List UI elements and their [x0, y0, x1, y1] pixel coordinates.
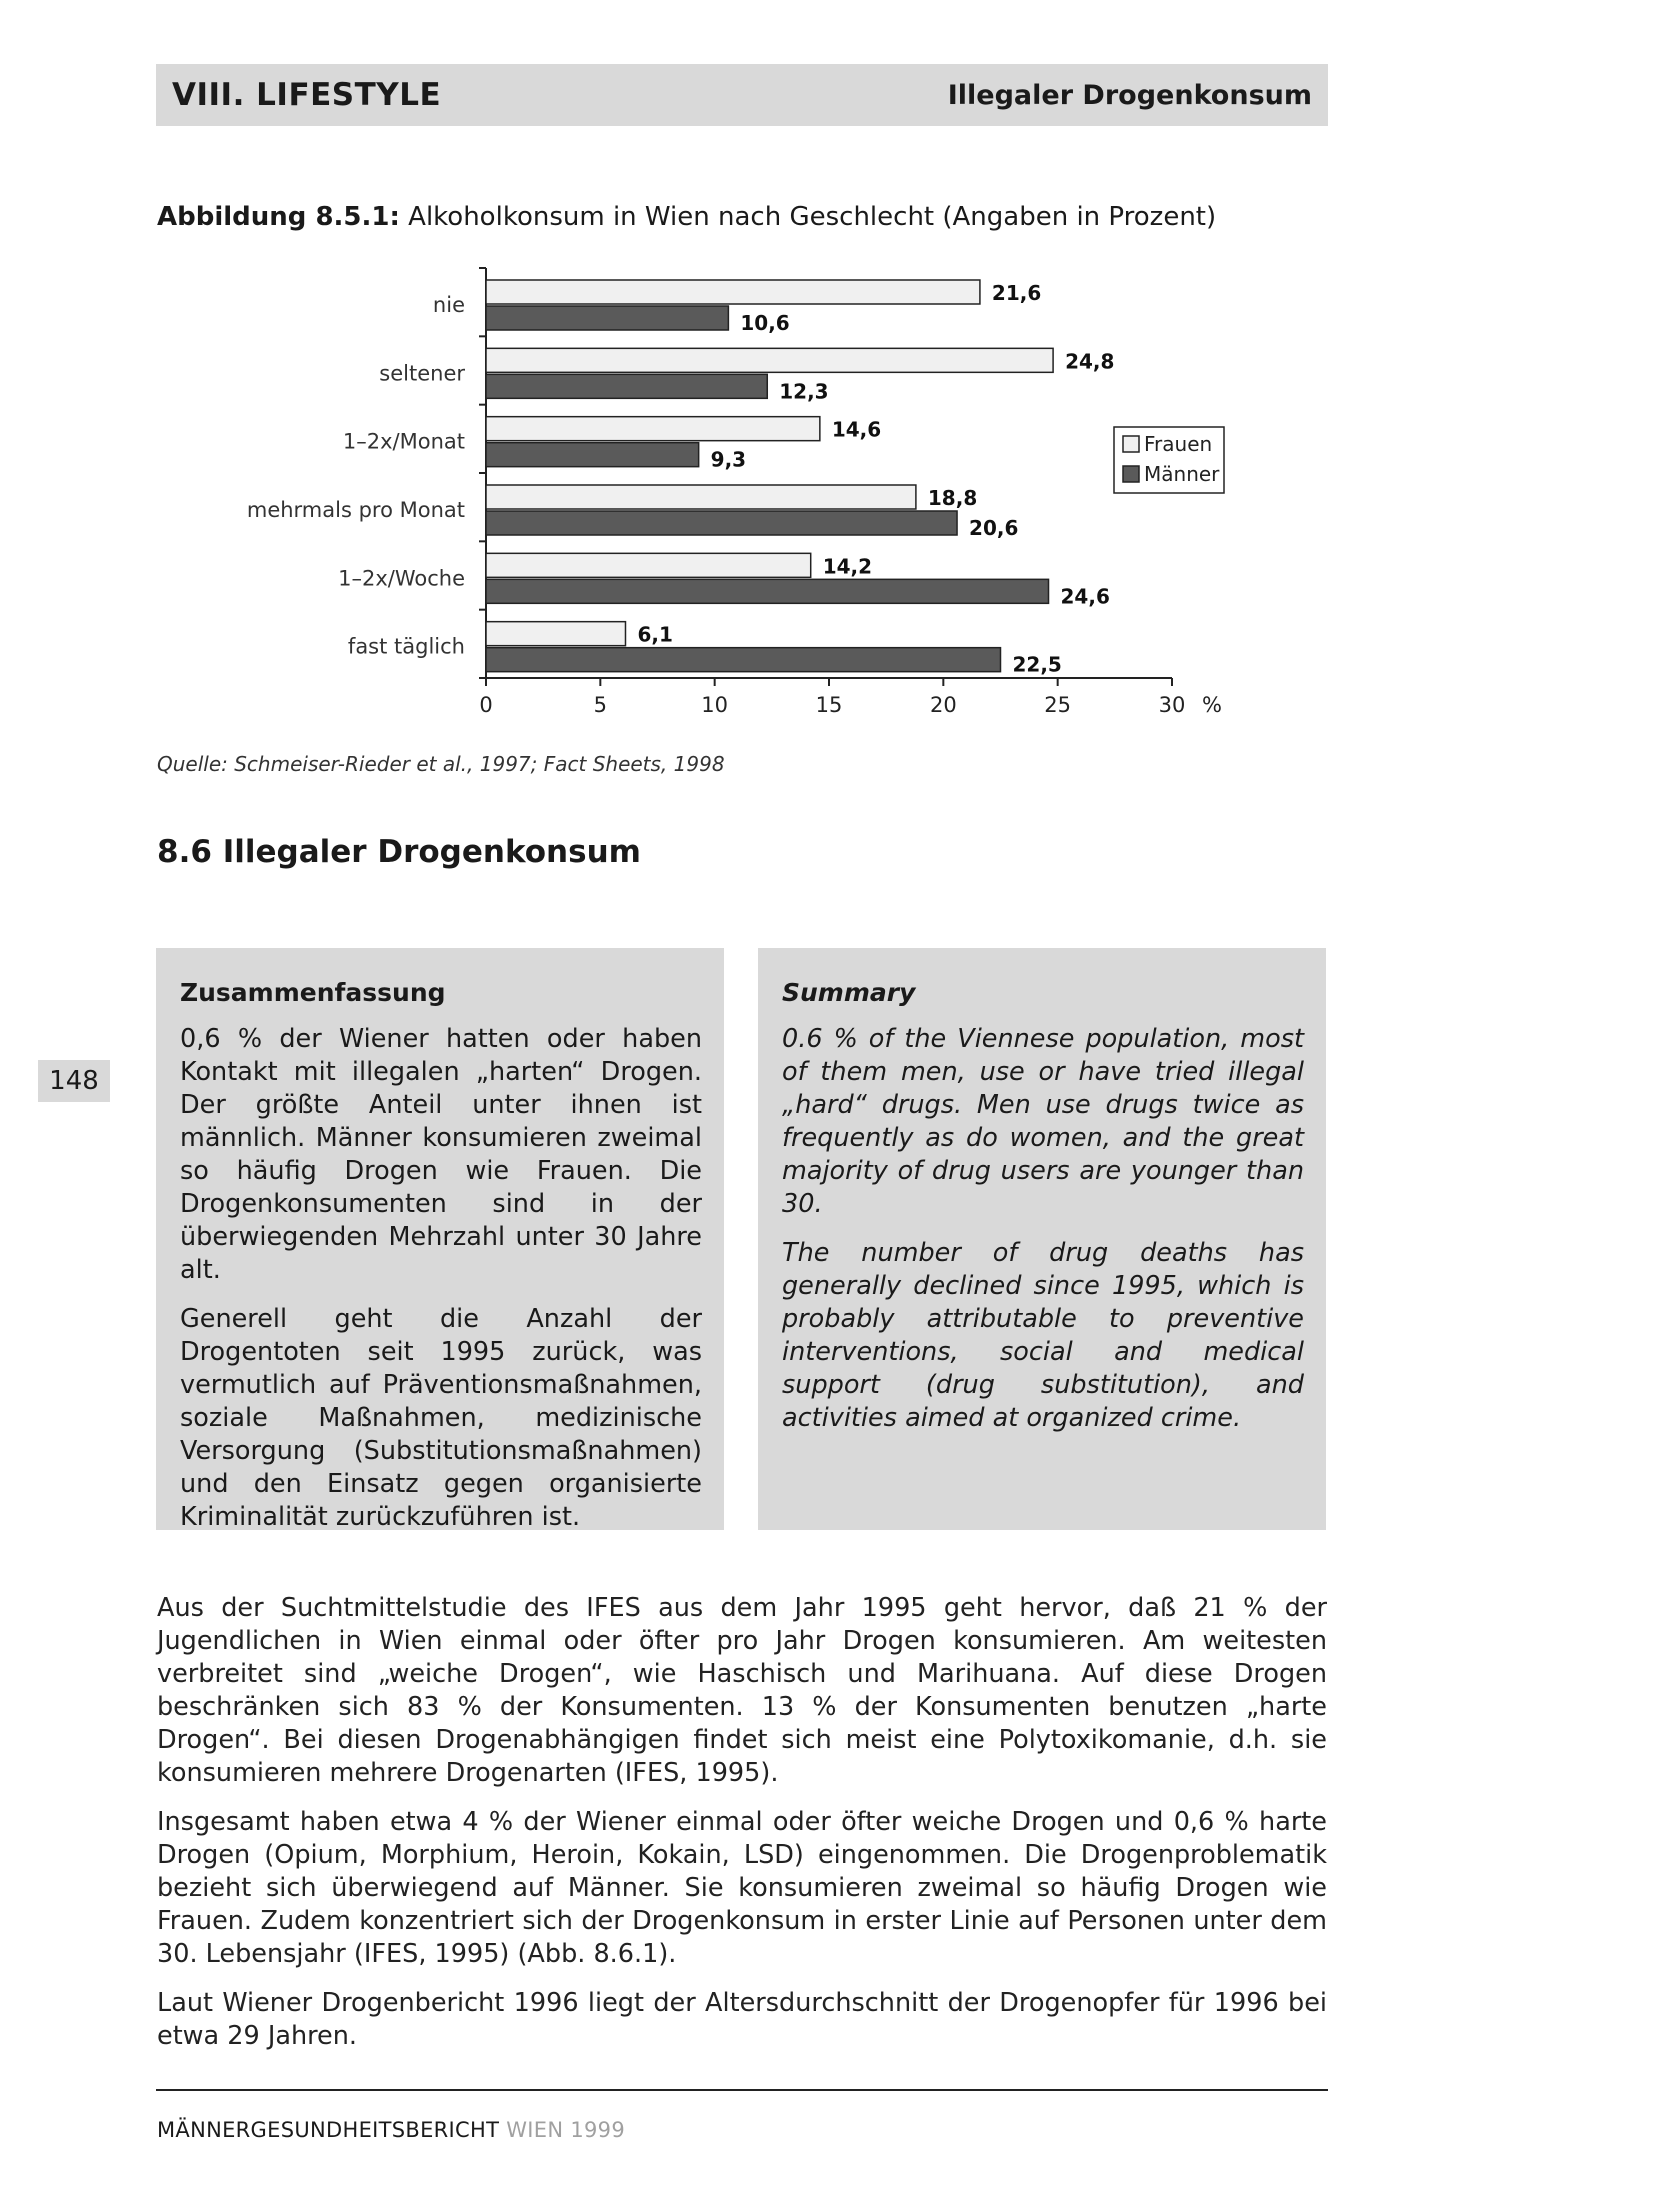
- figure-title: Alkoholkonsum in Wien nach Geschlecht (Angaben in Prozent): [408, 202, 1217, 232]
- data-label: 20,6: [969, 516, 1019, 540]
- page-number: 148: [38, 1060, 110, 1102]
- body-text: [157, 1592, 1327, 2069]
- category-label: 1–2x/Woche: [338, 566, 465, 591]
- footer-rule: [156, 2089, 1328, 2091]
- summary-box-german: [156, 948, 724, 1530]
- data-label: 14,2: [822, 554, 873, 579]
- data-label: 6,1: [637, 622, 673, 647]
- summary-box-english: [758, 948, 1326, 1530]
- section-title: 8.6 Illegaler Drogenkonsum: [157, 834, 641, 870]
- bar-maenner: [486, 306, 728, 330]
- category-label: mehrmals pro Monat: [246, 498, 465, 522]
- summary-heading-english: Summary: [782, 978, 916, 1007]
- summary-paragraph: Generell geht die Anzahl der Drogentoten seit 1995 zurück, was vermutlich auf Präventionsmaßnahmen, soziale Maßnahmen, medizinische Versorgung (Substitutionsmaßnahmen) und den Einsatz gegen organisierte Kriminalität zurückzuführen ist.: [180, 1304, 702, 1532]
- category-label: seltener: [379, 361, 465, 386]
- x-tick-label: 30: [1158, 693, 1186, 717]
- data-label: 22,5: [1012, 652, 1062, 677]
- data-label: 9,3: [710, 447, 747, 472]
- x-tick-label: 25: [1044, 693, 1072, 717]
- data-label: 14,6: [831, 417, 882, 442]
- body-paragraph: Aus der Suchtmittelstudie des IFES aus dem Jahr 1995 geht hervor, daß 21 % der Jugendlichen in Wien einmal oder öfter pro Jahr Drogen konsumieren. Am weitesten verbreitet sind „weiche Drogen“, wie Haschisch und Marihuana. Auf diese Drogen beschränken sich 83 % der Konsumenten. 13 % der Konsumenten benutzen „harte Drogen“. Bei diesen Drogenabhängigen findet sich meist eine Polytoxikomanie, d.h. sie konsumieren mehrere Drogenarten (IFES, 1995).: [157, 1593, 1327, 1788]
- category-label: nie: [432, 293, 465, 317]
- legend-label: Frauen: [1144, 432, 1213, 456]
- bar-frauen: [486, 348, 1053, 372]
- footer-suffix: WIEN 1999: [499, 2118, 625, 2142]
- legend-label: Männer: [1144, 462, 1220, 486]
- bar-maenner: [486, 374, 767, 398]
- legend-swatch: [1123, 436, 1139, 452]
- data-label: 12,3: [779, 379, 829, 404]
- bar-frauen: [486, 280, 980, 304]
- figure-label: Abbildung 8.5.1:: [157, 202, 400, 232]
- x-tick-label: 15: [815, 693, 843, 717]
- footer-title: MÄNNERGESUNDHEITSBERICHT: [157, 2118, 500, 2142]
- summary-paragraph: The number of drug deaths has generally declined since 1995, which is probably attributable to preventive interventions, social and medical support (drug substitution), and activities aimed at organized crime.: [782, 1238, 1304, 1433]
- category-label: fast täglich: [347, 634, 465, 659]
- data-label: 18,8: [927, 486, 978, 510]
- bar-maenner: [486, 511, 957, 535]
- x-tick-label: 5: [593, 693, 608, 717]
- bar-maenner: [486, 443, 699, 467]
- section-heading: VIII. LIFESTYLE: [172, 77, 442, 113]
- x-tick-label: 0: [479, 693, 493, 717]
- data-label: 10,6: [740, 311, 790, 335]
- category-label: 1–2x/Monat: [342, 429, 465, 454]
- x-axis-unit: %: [1202, 693, 1222, 717]
- legend-swatch: [1123, 466, 1139, 482]
- body-paragraph: Laut Wiener Drogenbericht 1996 liegt der Altersdurchschnitt der Drogenopfer für 1996 bei etwa 29 Jahren.: [157, 1988, 1327, 2051]
- bar-frauen: [486, 485, 916, 509]
- topic-heading: Illegaler Drogenkonsum: [947, 79, 1312, 111]
- summary-heading-german: Zusammenfassung: [180, 978, 446, 1007]
- bar-chart: [0, 0, 1656, 760]
- x-tick-label: 10: [701, 693, 729, 717]
- data-label: 24,6: [1060, 584, 1110, 609]
- summary-paragraph: 0.6 % of the Viennese population, most of them men, use or have tried illegal „hard“ drugs. Men use drugs twice as frequently as do women, and the great majority of drug users are younger than 30.: [782, 1024, 1304, 1219]
- bar-maenner: [486, 579, 1049, 603]
- data-label: 21,6: [991, 281, 1042, 305]
- bar-frauen: [486, 417, 820, 441]
- x-tick-label: 20: [929, 693, 957, 717]
- figure-source: Quelle: Schmeiser-Rieder et al., 1997; Fact Sheets, 1998: [157, 752, 725, 776]
- summary-paragraph: 0,6 % der Wiener hatten oder haben Kontakt mit illegalen „harten“ Drogen. Der größte Anteil unter ihnen ist männlich. Männer konsumieren zweimal so häufig Drogen wie Frauen. Die Drogenkonsumenten sind in der überwiegenden Mehrzahl unter 30 Jahre alt.: [180, 1024, 702, 1285]
- footer: [157, 2118, 625, 2142]
- bar-frauen: [486, 553, 811, 577]
- bar-frauen: [486, 622, 625, 646]
- body-paragraph: Insgesamt haben etwa 4 % der Wiener einmal oder öfter weiche Drogen und 0,6 % harte Drogen (Opium, Morphium, Heroin, Kokain, LSD) eingenommen. Die Drogenproblematik bezieht sich überwiegend auf Männer. Sie konsumieren zweimal so häufig Drogen wie Frauen. Zudem konzentriert sich der Drogenkonsum in erster Linie auf Personen unter dem 30. Lebensjahr (IFES, 1995) (Abb. 8.6.1).: [157, 1807, 1327, 1969]
- data-label: 24,8: [1065, 349, 1115, 374]
- bar-maenner: [486, 648, 1001, 672]
